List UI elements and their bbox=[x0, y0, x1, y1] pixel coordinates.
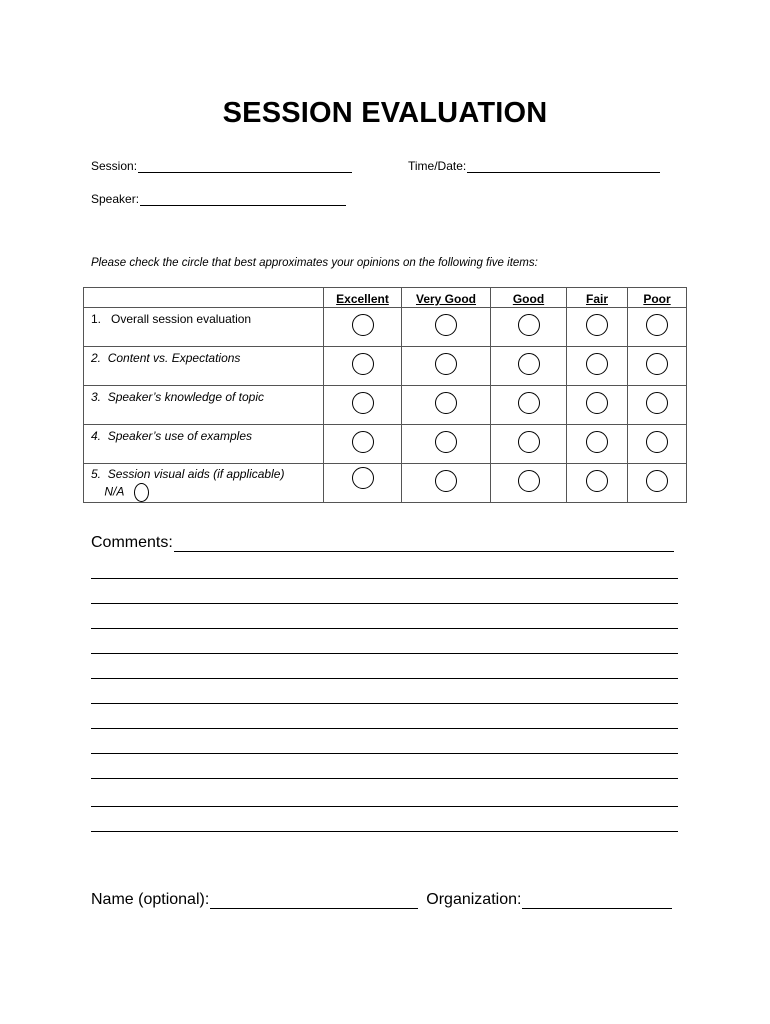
header-blank bbox=[84, 288, 324, 308]
session-label: Session: bbox=[91, 159, 138, 173]
name-input-line[interactable] bbox=[210, 892, 418, 909]
na-circle[interactable] bbox=[134, 483, 149, 502]
row-number: 3. bbox=[91, 390, 102, 404]
na-label: N/A bbox=[104, 484, 125, 499]
rating-circle-excellent[interactable] bbox=[352, 353, 374, 375]
comments-label: Comments: bbox=[91, 534, 173, 551]
table-row bbox=[84, 425, 687, 464]
row-label-text: Speaker’s knowledge of topic bbox=[107, 390, 265, 404]
rating-circle-very-good[interactable] bbox=[435, 314, 457, 336]
comments-field[interactable] bbox=[91, 534, 674, 552]
time-date-label: Time/Date: bbox=[408, 159, 467, 173]
row-number: 1. bbox=[91, 312, 102, 326]
comment-line[interactable] bbox=[91, 753, 678, 754]
rating-circle-very-good[interactable] bbox=[435, 353, 457, 375]
row-number: 5. bbox=[91, 467, 102, 481]
row-label bbox=[84, 308, 324, 347]
rating-circle-poor[interactable] bbox=[646, 470, 668, 492]
comments-first-line[interactable] bbox=[174, 535, 674, 552]
session-field[interactable] bbox=[91, 159, 352, 173]
comment-line[interactable] bbox=[91, 678, 678, 679]
table-row bbox=[84, 347, 687, 386]
comment-line[interactable] bbox=[91, 728, 678, 729]
column-header-fair: Fair bbox=[567, 288, 628, 308]
rating-circle-fair[interactable] bbox=[586, 314, 608, 336]
row-label bbox=[84, 386, 324, 425]
instructions-text: Please check the circle that best approximates your opinions on the following five items: bbox=[91, 257, 538, 269]
rating-circle-fair[interactable] bbox=[586, 431, 608, 453]
rating-circle-poor[interactable] bbox=[646, 314, 668, 336]
rating-circle-good[interactable] bbox=[518, 392, 540, 414]
column-header-poor: Poor bbox=[628, 288, 687, 308]
name-label: Name (optional): bbox=[91, 891, 210, 908]
table-header-row bbox=[84, 288, 687, 308]
comment-line[interactable] bbox=[91, 831, 678, 832]
row-label bbox=[84, 425, 324, 464]
rating-circle-very-good[interactable] bbox=[435, 470, 457, 492]
rating-circle-good[interactable] bbox=[518, 470, 540, 492]
rating-circle-very-good[interactable] bbox=[435, 392, 457, 414]
table-row bbox=[84, 464, 687, 503]
organization-label: Organization: bbox=[426, 891, 522, 908]
comment-line[interactable] bbox=[91, 806, 678, 807]
rating-circle-poor[interactable] bbox=[646, 392, 668, 414]
column-header-very-good: Very Good bbox=[402, 288, 491, 308]
row-number: 2. bbox=[91, 351, 102, 365]
rating-circle-fair[interactable] bbox=[586, 470, 608, 492]
column-header-excellent: Excellent bbox=[324, 288, 402, 308]
column-header-good: Good bbox=[491, 288, 567, 308]
time-date-field[interactable] bbox=[408, 159, 660, 173]
table-row bbox=[84, 386, 687, 425]
row-label bbox=[84, 464, 324, 503]
speaker-input-line[interactable] bbox=[140, 193, 346, 206]
row-number: 4. bbox=[91, 429, 102, 443]
comment-line[interactable] bbox=[91, 703, 678, 704]
rating-circle-good[interactable] bbox=[518, 431, 540, 453]
rating-circle-excellent[interactable] bbox=[352, 314, 374, 336]
organization-input-line[interactable] bbox=[522, 892, 672, 909]
rating-circle-excellent[interactable] bbox=[352, 431, 374, 453]
evaluation-table bbox=[83, 287, 687, 503]
row-label-text: Overall session evaluation bbox=[111, 312, 252, 326]
table-row bbox=[84, 308, 687, 347]
rating-circle-excellent[interactable] bbox=[352, 392, 374, 414]
footer-fields bbox=[91, 891, 672, 909]
page-title: SESSION EVALUATION bbox=[222, 97, 548, 129]
speaker-label: Speaker: bbox=[91, 192, 140, 206]
row-label-text: Session visual aids (if applicable) bbox=[107, 467, 285, 481]
rating-circle-fair[interactable] bbox=[586, 353, 608, 375]
rating-circle-poor[interactable] bbox=[646, 431, 668, 453]
rating-circle-poor[interactable] bbox=[646, 353, 668, 375]
rating-circle-good[interactable] bbox=[518, 314, 540, 336]
row-label bbox=[84, 347, 324, 386]
comment-line[interactable] bbox=[91, 778, 678, 779]
row-label-text: Speaker’s use of examples bbox=[107, 429, 252, 443]
comment-line[interactable] bbox=[91, 653, 678, 654]
rating-circle-very-good[interactable] bbox=[435, 431, 457, 453]
speaker-field[interactable] bbox=[91, 192, 346, 206]
time-date-input-line[interactable] bbox=[467, 160, 660, 173]
rating-circle-fair[interactable] bbox=[586, 392, 608, 414]
comment-line[interactable] bbox=[91, 603, 678, 604]
rating-circle-excellent[interactable] bbox=[352, 467, 374, 489]
row-label-text: Content vs. Expectations bbox=[107, 351, 241, 365]
rating-circle-good[interactable] bbox=[518, 353, 540, 375]
session-input-line[interactable] bbox=[138, 160, 352, 173]
comment-line[interactable] bbox=[91, 628, 678, 629]
comment-line[interactable] bbox=[91, 578, 678, 579]
